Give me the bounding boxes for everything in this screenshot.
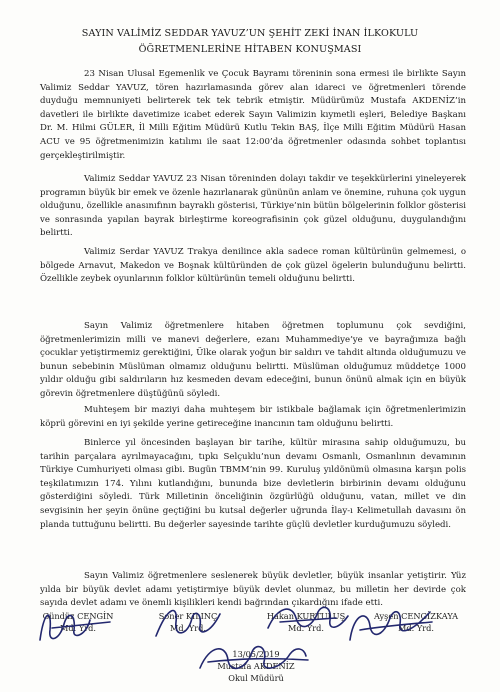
paragraph-4: Sayın Valimiz öğretmenlere hitaben öğretmen toplumunu çok sevdiğini, öğretmenlerimizin milli ve manevi değerlere, ezanı Muhammediye’ye ve bayrağımıza bağlı çocuklar yetiştirmemiz gerektiğini, Ülke olarak yoğun bir saldırı ve tahdit altında olduğumuzu ve bunun sebebinin Müslüman olmamız olduğunu belirtti. Müslüman olduğumuz müddetçe 1000 yıldır olduğu gibi saldırıların hız kesmeden devam edeceğini, bunun önünü almak için en büyük görevin öğretmenlere düştüğünü söyledi. [40, 321, 466, 399]
document-date: 13/05/2019 [232, 649, 280, 659]
signatory-role: Md. Yrd. [398, 623, 434, 633]
signatory-role: Md. Yrd. [288, 623, 324, 633]
paragraph-7: Sayın Valimiz öğretmenlere seslenerek büyük devletler, büyük insanlar yetiştirir. Yüz yılda bir büyük devlet adamı yetiştirmiye büyük devlet olunmaz, bu milletin her devirde çok sayıda devlet adamı ve önemli kişilikleri kendi bağrından çıkardığını ifade etti. [40, 571, 466, 609]
document-title-line-2: ÖĞRETMENLERİNE HİTABEN KONUŞMASI [138, 44, 362, 55]
paragraph-6: Binlerce yıl öncesinden başlayan bir tarihe, kültür mirasına sahip olduğumuzu, bu tarihin parçalara ayrılmayacağını, tıpkı Selçuklu’nun devamı Osmanlı, Osmanlının devamının Türkiye Cumhuriyeti olması gibi. Bugün TBMM’nin 99. Kuruluş yıldönümü olmasına karşın polis teşkilatımızın 174. Yılını kutlandığını, bununda bize devletlerin birbirinin devamı olduğunu gösterdiğini söyledi. Türk Milletinin önceliğinin özgürlüğü olduğunu, vatan, millet ve din sevgisinin her şeyin önüne geçtiğini bu kutsal değerler uğrunda İlay-ı Kelimetullah davasını ön planda tuttuğunu belirtti. Bu değerler sayesinde tarihte güçlü devletler kurduğumuzu söyledi. [40, 438, 466, 530]
signatory-name: Ayşen CENGİZKAYA [373, 611, 459, 621]
document-title-line-1: SAYIN VALİMİZ SEDDAR YAVUZ’UN ŞEHİT ZEKİ İNAN İLKOKULU [81, 28, 419, 39]
signature-block [266, 610, 346, 634]
signature-block [38, 610, 118, 634]
paragraph-2: Valimiz Seddar YAVUZ 23 Nisan töreninden dolayı takdir ve teşekkürlerini yineleyerek programın büyük bir emek ve özenle hazırlanarak gününün anlam ve önemine, ruhuna çok uygun olduğunu, özellikle anasınıfının bayraklı gösterisi, Türkiye’nin bütün bölgelerinin folklor gösterisi ve sonrasında yapılan bayrak birleştirme koreografisinin çok güzel olduğunu, duygulandığını belirtti. [40, 174, 466, 239]
principal-signature-block [186, 648, 326, 684]
paragraph-5: Muhteşem bir maziyi daha muhteşem bir istikbale bağlamak için öğretmenlerimizin köprü görevini en iyi şekilde yerine getireceğine inancının tam olduğunu belirtti. [40, 405, 466, 429]
principal-role: Okul Müdürü [228, 673, 284, 683]
paragraph-3: Valimiz Serdar YAVUZ Trakya denilince akla sadece roman kültürünün gelmemesi, o bölgede Arnavut, Makedon ve Boşnak kültüründen de çok güzel ögelerin bulunduğunu belirtti. Özellikle zeybek oyunlarının folklor kültürünün temeli olduğunu belirtti. [40, 247, 466, 285]
principal-name: Mustafa AKDENİZ [217, 661, 295, 671]
signatory-name: Gündüz CENGİN [42, 611, 114, 621]
signatory-name: Hakan KURTULUŞ [266, 611, 346, 621]
signatory-name: Soner KILINÇ [158, 611, 218, 621]
signature-block [148, 610, 228, 634]
signatory-role: Md. Yrd. [170, 623, 206, 633]
paragraph-1: 23 Nisan Ulusal Egemenlik ve Çocuk Bayramı töreninin sona ermesi ile birlikte Sayın Valimiz Seddar YAVUZ, tören hazırlamasında görev alan idareci ve öğretmenleri törende duyduğu memnuniyeti belirterek tek tek tebrik etmiştir. Müdürümüz Mustafa AKDENİZ’in davetleri ile birlikte davetimize icabet ederek Sayın Valimizin kıymetli eşleri, Belediye Başkanı Dr. M. Hilmi GÜLER, İl Milli Eğitim Müdürü Kutlu Tekin BAŞ, İlçe Milli Eğitim Müdürü Hasan ACU ve 95 öğretmenimizin katılımı ile saat 12:00’da öğretmenler odasında sohbet toplantısı gerçekleştirilmiştir. [40, 69, 466, 161]
signatory-role: Md. Yrd. [60, 623, 96, 633]
signature-block [366, 610, 466, 634]
